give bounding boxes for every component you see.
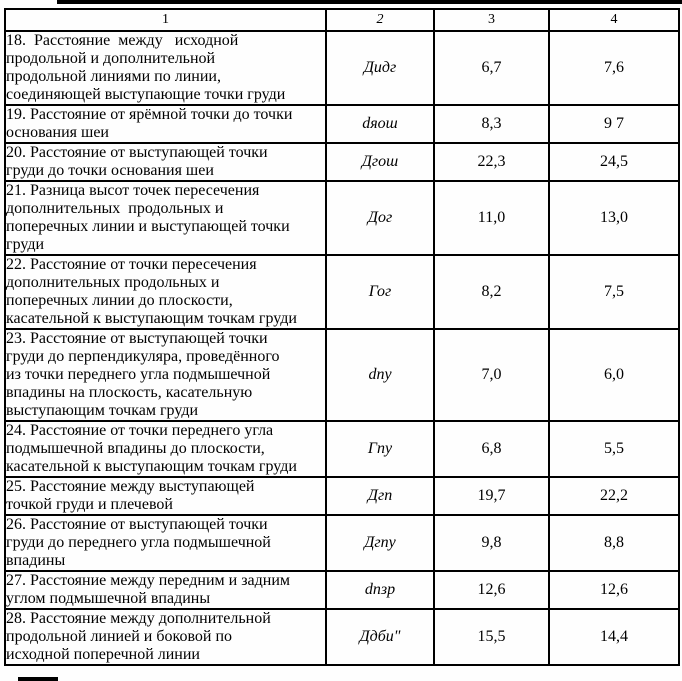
- row-symbol: Гог: [326, 255, 434, 329]
- row-value-4: 12,6: [549, 571, 679, 609]
- row-symbol: dпзр: [326, 571, 434, 609]
- description-line: впадины: [6, 552, 66, 569]
- row-value-4: 9 7: [549, 105, 679, 143]
- table-row: [5, 571, 679, 609]
- header-row: [5, 9, 679, 31]
- description-line: подмышечной впадины до плоскости,: [6, 440, 265, 457]
- row-description: [5, 515, 326, 571]
- table-row: [5, 609, 679, 665]
- description-line: дополнительных продольных и: [6, 200, 224, 217]
- row-value-3: 6,8: [434, 421, 549, 477]
- description-line: 24. Расстояние от точки переднего угла: [6, 422, 274, 439]
- row-description: [5, 477, 326, 515]
- description-line: точкой груди и плечевой: [6, 496, 173, 513]
- description-line: груди до точки основания шеи: [6, 162, 214, 179]
- description-line: 25. Расстояние между выступающей: [6, 478, 255, 495]
- row-description: [5, 31, 326, 105]
- page-bottom-mark: [18, 677, 58, 681]
- row-value-3: 7,0: [434, 329, 549, 421]
- description-line: касательной к выступающим точкам груди: [6, 458, 297, 475]
- description-line: 23. Расстояние от выступающей точки: [6, 330, 268, 347]
- row-value-4: 22,2: [549, 477, 679, 515]
- description-line: поперечных линии и выступающей точки: [6, 218, 290, 235]
- page-top-rule: [57, 0, 682, 4]
- description-line: продольной линией и боковой по: [6, 628, 233, 645]
- row-value-3: 22,3: [434, 143, 549, 181]
- row-symbol: Дог: [326, 181, 434, 255]
- row-value-4: 13,0: [549, 181, 679, 255]
- table-row: [5, 143, 679, 181]
- description-line: груди до переднего угла подмышечной: [6, 534, 271, 551]
- description-line: 21. Разница высот точек пересечения: [6, 182, 260, 199]
- row-value-3: 11,0: [434, 181, 549, 255]
- table-row: [5, 515, 679, 571]
- row-value-3: 8,3: [434, 105, 549, 143]
- row-symbol: dяош: [326, 105, 434, 143]
- description-line: 22. Расстояние от точки пересечения: [6, 256, 257, 273]
- table-row: [5, 421, 679, 477]
- description-line: продольной и дополнительной: [6, 50, 216, 67]
- row-description: [5, 143, 326, 181]
- table-row: [5, 105, 679, 143]
- description-line: из точки переднего угла подмышечной: [6, 366, 271, 383]
- col-header-3: 3: [434, 9, 549, 31]
- description-line: касательной к выступающим точкам груди: [6, 310, 297, 327]
- col-header-2: 2: [326, 9, 434, 31]
- row-symbol: Дидг: [326, 31, 434, 105]
- row-value-4: 24,5: [549, 143, 679, 181]
- description-line: груди до перпендикуляра, проведённого: [6, 348, 280, 365]
- description-line: груди: [6, 236, 45, 253]
- row-description: [5, 609, 326, 665]
- description-line: 28. Расстояние между дополнительной: [6, 610, 271, 627]
- description-line: исходной поперечной линии: [6, 646, 200, 663]
- row-value-4: 7,6: [549, 31, 679, 105]
- measurements-table: [4, 8, 680, 666]
- row-symbol: Дгпу: [326, 515, 434, 571]
- description-line: дополнительных продольных и: [6, 274, 220, 291]
- description-line: выступающим точкам груди: [6, 402, 199, 419]
- description-line: 26. Расстояние от выступающей точки: [6, 516, 268, 533]
- row-value-3: 19,7: [434, 477, 549, 515]
- row-description: [5, 255, 326, 329]
- description-line: 18. Расстояние между исходной: [6, 32, 239, 49]
- description-line: основания шеи: [6, 124, 109, 141]
- row-symbol: Дгош: [326, 143, 434, 181]
- description-line: продольной линиями по линии,: [6, 68, 221, 85]
- description-line: соединяющей выступающие точки груди: [6, 86, 286, 103]
- description-line: углом подмышечной впадины: [6, 590, 211, 607]
- row-description: [5, 421, 326, 477]
- row-value-4: 7,5: [549, 255, 679, 329]
- table-row: [5, 329, 679, 421]
- row-symbol: dпу: [326, 329, 434, 421]
- row-symbol: Гпу: [326, 421, 434, 477]
- table-row: [5, 181, 679, 255]
- table-row: [5, 255, 679, 329]
- row-description: [5, 329, 326, 421]
- description-line: 27. Расстояние между передним и задним: [6, 572, 291, 589]
- row-symbol: Ддби": [326, 609, 434, 665]
- table-body: [5, 31, 679, 665]
- row-value-3: 6,7: [434, 31, 549, 105]
- row-value-3: 15,5: [434, 609, 549, 665]
- row-symbol: Дгп: [326, 477, 434, 515]
- row-description: [5, 105, 326, 143]
- row-description: [5, 571, 326, 609]
- description-line: поперечных линии до плоскости,: [6, 292, 233, 309]
- row-value-4: 14,4: [549, 609, 679, 665]
- col-header-1: 1: [5, 9, 326, 31]
- row-value-4: 6,0: [549, 329, 679, 421]
- table-row: [5, 477, 679, 515]
- col-header-4: 4: [549, 9, 679, 31]
- row-value-3: 8,2: [434, 255, 549, 329]
- description-line: 19. Расстояние от ярёмной точки до точки: [6, 106, 293, 123]
- table-row: [5, 31, 679, 105]
- row-value-4: 8,8: [549, 515, 679, 571]
- row-value-3: 12,6: [434, 571, 549, 609]
- row-value-3: 9,8: [434, 515, 549, 571]
- description-line: впадины на плоскость, касательную: [6, 384, 253, 401]
- description-line: 20. Расстояние от выступающей точки: [6, 144, 268, 161]
- row-value-4: 5,5: [549, 421, 679, 477]
- row-description: [5, 181, 326, 255]
